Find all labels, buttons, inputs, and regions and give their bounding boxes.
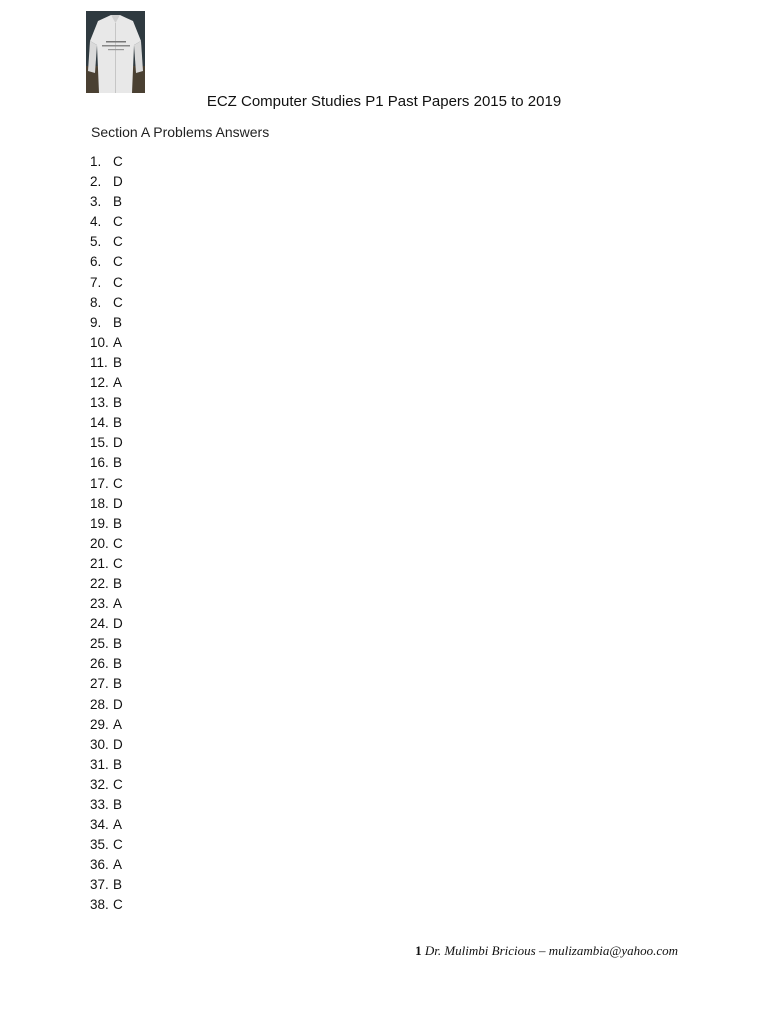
answer-letter: B: [113, 395, 123, 411]
answer-number: 4.: [90, 214, 102, 230]
answer-number: 29.: [90, 716, 109, 732]
answer-letter: D: [113, 736, 123, 752]
answer-number: 23.: [90, 596, 109, 612]
answer-letter: B: [113, 515, 123, 531]
list-item: [90, 574, 123, 594]
list-item: [90, 172, 123, 192]
answer-letter: B: [113, 314, 123, 330]
answer-number: 5.: [90, 234, 102, 250]
answer-letter: A: [113, 596, 123, 612]
answer-letter: B: [113, 656, 123, 672]
answer-number: 9.: [90, 314, 102, 330]
shirt-photo-icon: [86, 11, 145, 93]
answer-letter: D: [113, 495, 123, 511]
answer-letter: C: [113, 254, 123, 270]
list-item: [90, 152, 123, 172]
answer-number: 13.: [90, 395, 109, 411]
answer-number: 10.: [90, 334, 109, 350]
list-item: [90, 293, 123, 313]
list-item: [90, 514, 123, 534]
answer-letter: B: [113, 797, 123, 812]
list-item: [90, 534, 123, 554]
answer-number: 24.: [90, 616, 109, 632]
list-item: [90, 212, 123, 232]
list-item: [90, 453, 123, 473]
answer-letter: A: [113, 375, 123, 391]
list-item: [90, 895, 123, 915]
list-item: [90, 735, 123, 755]
answer-number: 16.: [90, 455, 109, 471]
answer-letter: B: [113, 676, 123, 692]
answer-letter: D: [113, 435, 123, 451]
list-item: [90, 333, 123, 353]
list-item: [90, 755, 123, 775]
list-item: [90, 875, 123, 895]
list-item: [90, 775, 123, 795]
list-item: [90, 695, 123, 715]
list-item: [90, 634, 123, 654]
footer-author: Dr. Mulimbi Bricious – mulizambia@yahoo.com: [424, 943, 678, 958]
list-item: [90, 232, 123, 252]
answer-number: 31.: [90, 756, 109, 772]
answer-letter: C: [113, 776, 123, 792]
answer-number: 28.: [90, 696, 109, 712]
page-footer: [415, 943, 678, 959]
answer-number: 26.: [90, 656, 109, 672]
answer-number: 34.: [90, 817, 109, 833]
answer-letter: A: [113, 716, 123, 732]
list-item: [90, 474, 123, 494]
answer-letter: C: [113, 475, 123, 491]
answer-number: 15.: [90, 435, 109, 451]
list-item: [90, 413, 123, 433]
answer-letter: B: [113, 455, 123, 471]
answer-number: 21.: [90, 555, 109, 571]
answer-letter: B: [113, 415, 123, 431]
answer-number: 18.: [90, 495, 109, 511]
answer-letter: B: [113, 354, 123, 370]
answer-number: 12.: [90, 375, 109, 391]
page-number: 1: [415, 943, 422, 958]
list-item: [90, 494, 123, 514]
list-item: [90, 192, 123, 212]
header-photo: [86, 11, 145, 93]
answer-number: 27.: [90, 676, 109, 692]
list-item: [90, 252, 123, 272]
list-item: [90, 855, 123, 875]
list-item: [90, 795, 123, 815]
answer-letter: A: [113, 334, 123, 350]
answer-letter: C: [113, 837, 123, 853]
list-item: [90, 433, 123, 453]
answer-letter: C: [113, 294, 123, 310]
list-item: [90, 273, 123, 293]
answer-letter: D: [113, 616, 123, 632]
answer-list: [90, 152, 123, 916]
answer-number: 35.: [90, 837, 109, 853]
answer-letter: B: [113, 877, 123, 893]
answer-number: 20.: [90, 535, 109, 551]
answer-number: 30.: [90, 736, 109, 752]
list-item: [90, 674, 123, 694]
answer-letter: C: [113, 555, 123, 571]
list-item: [90, 313, 123, 333]
list-item: [90, 393, 123, 413]
list-item: [90, 594, 123, 614]
answer-number: 8.: [90, 294, 102, 310]
answer-number: 11.: [90, 354, 108, 370]
answer-number: 19.: [90, 515, 109, 531]
answer-number: 1.: [90, 154, 102, 169]
answer-number: 36.: [90, 857, 109, 873]
answer-number: 7.: [90, 274, 102, 290]
list-item: [90, 815, 123, 835]
answer-letter: C: [113, 274, 123, 290]
answer-letter: C: [113, 897, 123, 913]
answer-letter: B: [113, 636, 123, 652]
list-item: [90, 614, 123, 634]
answer-number: 33.: [90, 797, 109, 812]
answer-number: 38.: [90, 897, 109, 913]
answer-letter: B: [113, 194, 123, 210]
list-item: [90, 835, 123, 855]
answer-letter: C: [113, 214, 123, 230]
answer-letter: D: [113, 696, 123, 712]
answer-letter: B: [113, 756, 123, 772]
list-item: [90, 353, 123, 373]
answer-letter: A: [113, 857, 123, 873]
answer-number: 32.: [90, 776, 109, 792]
answer-number: 37.: [90, 877, 109, 893]
list-item: [90, 715, 123, 735]
answer-number: 3.: [90, 194, 102, 210]
answer-letter: D: [113, 174, 123, 190]
answer-number: 25.: [90, 636, 109, 652]
answer-number: 2.: [90, 174, 102, 190]
document-title: ECZ Computer Studies P1 Past Papers 2015 to 2019: [206, 93, 562, 110]
list-item: [90, 654, 123, 674]
answer-number: 22.: [90, 575, 109, 591]
answer-letter: C: [113, 535, 123, 551]
answer-number: 14.: [90, 415, 109, 431]
list-item: [90, 554, 123, 574]
answer-number: 6.: [90, 254, 102, 270]
answer-letter: A: [113, 817, 123, 833]
answer-letter: C: [113, 154, 123, 169]
answer-number: 17.: [90, 475, 109, 491]
answer-letter: B: [113, 575, 123, 591]
answer-letter: C: [113, 234, 123, 250]
section-heading: Section A Problems Answers: [91, 124, 270, 140]
list-item: [90, 373, 123, 393]
